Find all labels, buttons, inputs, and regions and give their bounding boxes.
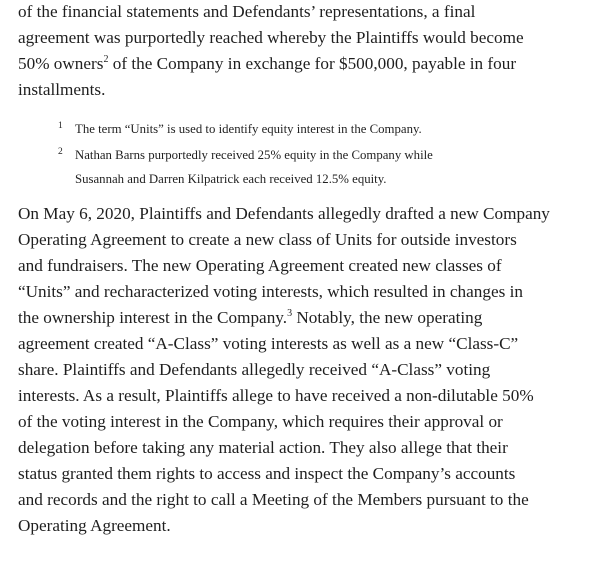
text-line [18,305,598,331]
text-line: interests. As a result, Plaintiffs allege to have received a non-dilutable 50% [18,386,534,405]
text-line: status granted them rights to access and inspect the Company’s accounts [18,464,516,483]
footnote-text: The term “Units” is used to identify equity interest in the Company. [75,122,422,136]
paragraph-continued [18,0,598,103]
text-line [18,51,598,77]
text-line: “Units” and recharacterized voting interests, which resulted in changes in [18,282,523,301]
text-line: delegation before taking any material action. They also allege that their [18,438,508,457]
text-line: agreement created “A-Class” voting interests as well as a new “Class-C” [18,334,519,353]
paragraph-operating-agreement [18,201,598,539]
document-page [18,0,598,539]
text-line: of the financial statements and Defendants’ representations, a final [18,2,476,21]
text-line: share. Plaintiffs and Defendants allegedly received “A-Class” voting [18,360,491,379]
text-line: Operating Agreement. [18,516,171,535]
text-segment: Notably, the new operating [292,308,483,327]
text-line: On May 6, 2020, Plaintiffs and Defendants allegedly drafted a new Company [18,204,550,223]
text-line: and fundraisers. The new Operating Agreement created new classes of [18,256,502,275]
footnote-number: 1 [58,121,63,131]
text-segment: of the Company in exchange for $500,000, payable in four [108,54,517,73]
footnote-number: 2 [58,147,63,157]
text-line: and records and the right to call a Meeting of the Members pursuant to the [18,490,529,509]
text-line: installments. [18,80,106,99]
text-line: agreement was purportedly reached whereby the Plaintiffs would become [18,28,524,47]
text-line: of the voting interest in the Company, which requires their approval or [18,412,503,431]
footnote-text: Nathan Barns purportedly received 25% equity in the Company while [75,148,433,162]
footnote-reference-2[interactable]: 2 [103,54,109,65]
text-segment: the ownership interest in the Company. [18,308,288,327]
footnote-text: Susannah and Darren Kilpatrick each received 12.5% equity. [75,172,387,186]
footnotes-section [58,117,598,191]
footnote-reference-3[interactable]: 3 [287,308,293,319]
text-segment: 50% owners [18,54,104,73]
footnote-2 [58,143,598,191]
footnote-1 [58,117,598,141]
text-line: Operating Agreement to create a new class of Units for outside investors [18,230,517,249]
